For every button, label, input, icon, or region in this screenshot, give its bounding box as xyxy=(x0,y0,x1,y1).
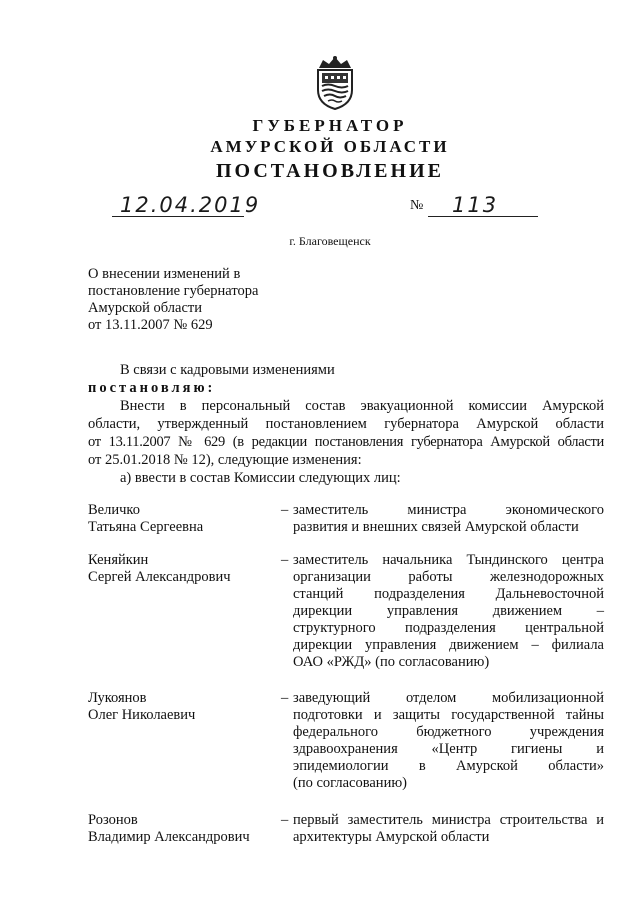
paragraph-line: области, утвержденный постановлением губернатора Амурской области xyxy=(88,416,604,432)
coat-of-arms-icon xyxy=(313,54,357,110)
person-description: заместитель министра экономического развития и внешних связей Амурской области xyxy=(293,502,604,535)
paragraph-line: Внести в персональный состав эвакуационной комиссии Амурской xyxy=(120,398,604,414)
item-a: а) ввести в состав Комиссии следующих лиц: xyxy=(120,470,401,486)
date-underline xyxy=(112,216,244,217)
person-name: Величко Татьяна Сергеевна xyxy=(88,502,204,535)
person-description: заместитель начальника Тындинского центра организации работы железнодорожных станций подразделения Дальневосточной дирекции управления движением – структурного подразделения центральной дирекции управления движением – филиала ОАО «РЖД» (по согласованию) xyxy=(293,552,604,670)
dash: – xyxy=(281,690,289,706)
governor-title: ГУБЕРНАТОР xyxy=(252,116,408,135)
person-description: первый заместитель министра строительства и архитектуры Амурской области xyxy=(293,812,604,845)
paragraph-line: от 13.11.2007 № 629 (в редакции постановления губернатора Амурской области xyxy=(88,434,604,450)
decree-subject xyxy=(88,266,318,334)
person-name: Лукоянов Олег Николаевич xyxy=(88,690,196,723)
dash: – xyxy=(281,812,289,828)
dash: – xyxy=(281,502,289,518)
number-label: № xyxy=(410,198,424,213)
person-name: Розонов Владимир Александрович xyxy=(88,812,250,845)
decree-date: 12.04.2019 xyxy=(120,193,261,217)
document-type-title: ПОСТАНОВЛЕНИЕ xyxy=(216,160,444,182)
intro-text: В связи с кадровыми изменениями xyxy=(120,362,335,378)
region-title: АМУРСКОЙ ОБЛАСТИ xyxy=(210,137,450,156)
paragraph-line: от 25.01.2018 № 12), следующие изменения: xyxy=(88,452,362,468)
person-description: заведующий отделом мобилизационной подготовки и защиты государственной тайны федерального бюджетного учреждения здравоохранения «Центр гигиены и эпидемиологии в Амурской области» (по согласованию) xyxy=(293,690,604,791)
subject-line: постановление губернатора xyxy=(88,283,259,299)
city-line: г. Благовещенск xyxy=(289,234,371,248)
decree-number: 113 xyxy=(452,193,499,217)
person-name: Кеняйкин Сергей Александрович xyxy=(88,552,231,585)
subject-line: О внесении изменений в xyxy=(88,266,241,282)
subject-line: от 13.11.2007 № 629 xyxy=(88,317,213,333)
subject-line: Амурской области xyxy=(88,300,202,316)
dash: – xyxy=(281,552,289,568)
resolve-word: постановляю: xyxy=(88,380,216,396)
